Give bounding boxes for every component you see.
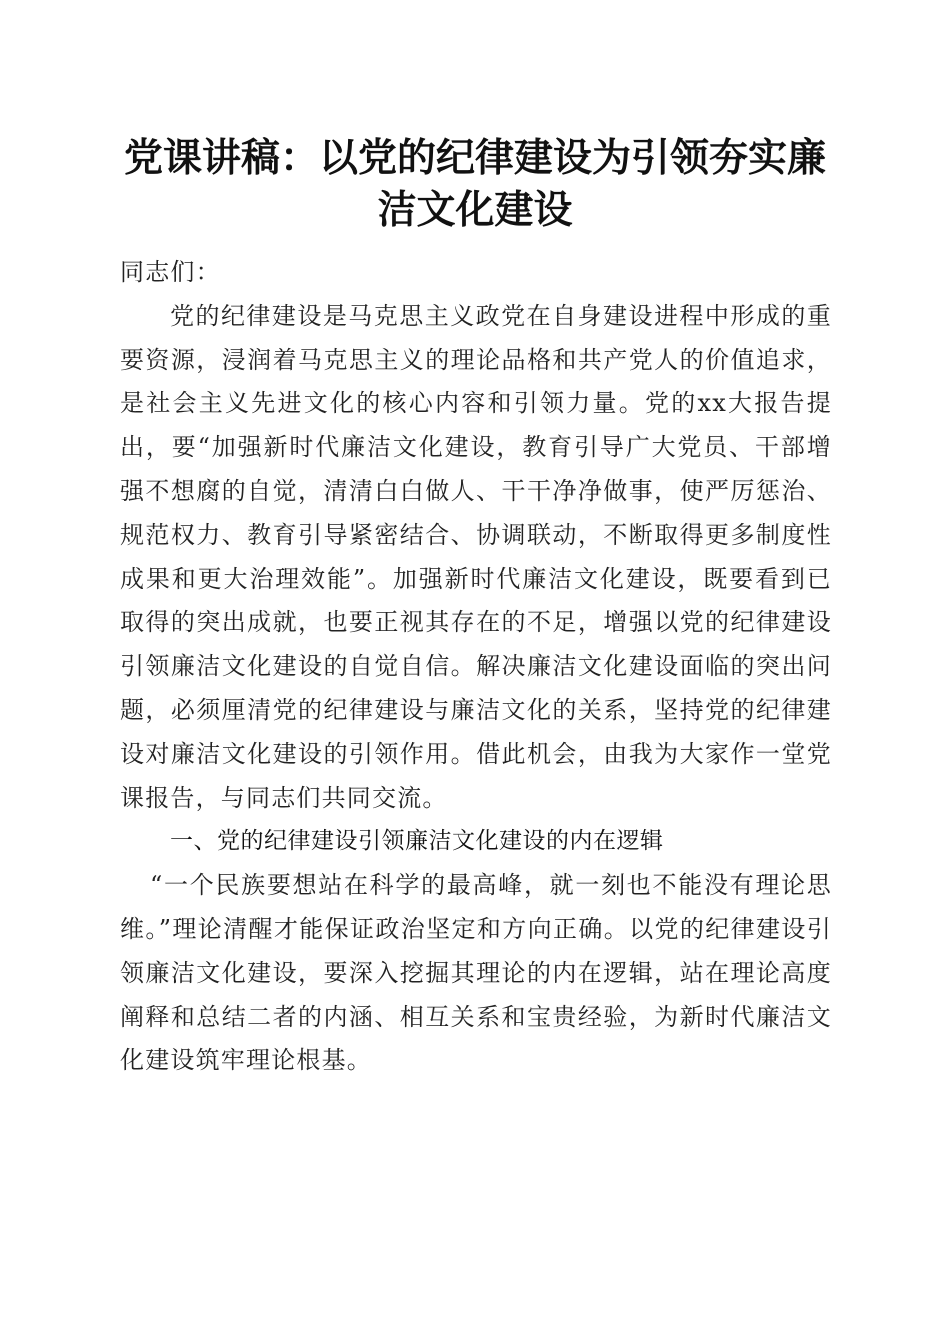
body-paragraph: 党的纪律建设是马克思主义政党在自身建设进程中形成的重要资源，浸润着马克思主义的理论品格和共产党人的价值追求，是社会主义先进文化的核心内容和引领力量。党的xx大报告提出，要“加强新时代廉洁文化建设，教育引导广大党员、干部增强不想腐的自觉，清清白白做人、干干净净做事，使严厉惩治、规范权力、教育引导紧密结合、协调联动，不断取得更多制度性成果和更大治理效能”。加强新时代廉洁文化建设，既要看到已取得的突出成就，也要正视其存在的不足，增强以党的纪律建设引领廉洁文化建设的自觉自信。解决廉洁文化建设面临的突出问题，必须厘清党的纪律建设与廉洁文化的关系，坚持党的纪律建设对廉洁文化建设的引领作用。借此机会，由我为大家作一堂党课报告，与同志们共同交流。 [120,301,832,812]
document-title: 党课讲稿：以党的纪律建设为引领夯实廉洁文化建设 [123,135,826,233]
document-body [120,251,832,1083]
section-paragraph: “一个民族要想站在科学的最高峰，就一刻也不能没有理论思维。”理论清醒才能保证政治坚定和方向正确。以党的纪律建设引领廉洁文化建设，要深入挖掘其理论的内在逻辑，站在理论高度阐释和总结二者的内涵、相互关系和宝贵经验，为新时代廉洁文化建设筑牢理论根基。 [120,871,832,1075]
section-heading: 一、党的纪律建设引领廉洁文化建设的内在逻辑 [170,828,664,855]
salutation: 同志们： [120,258,221,286]
